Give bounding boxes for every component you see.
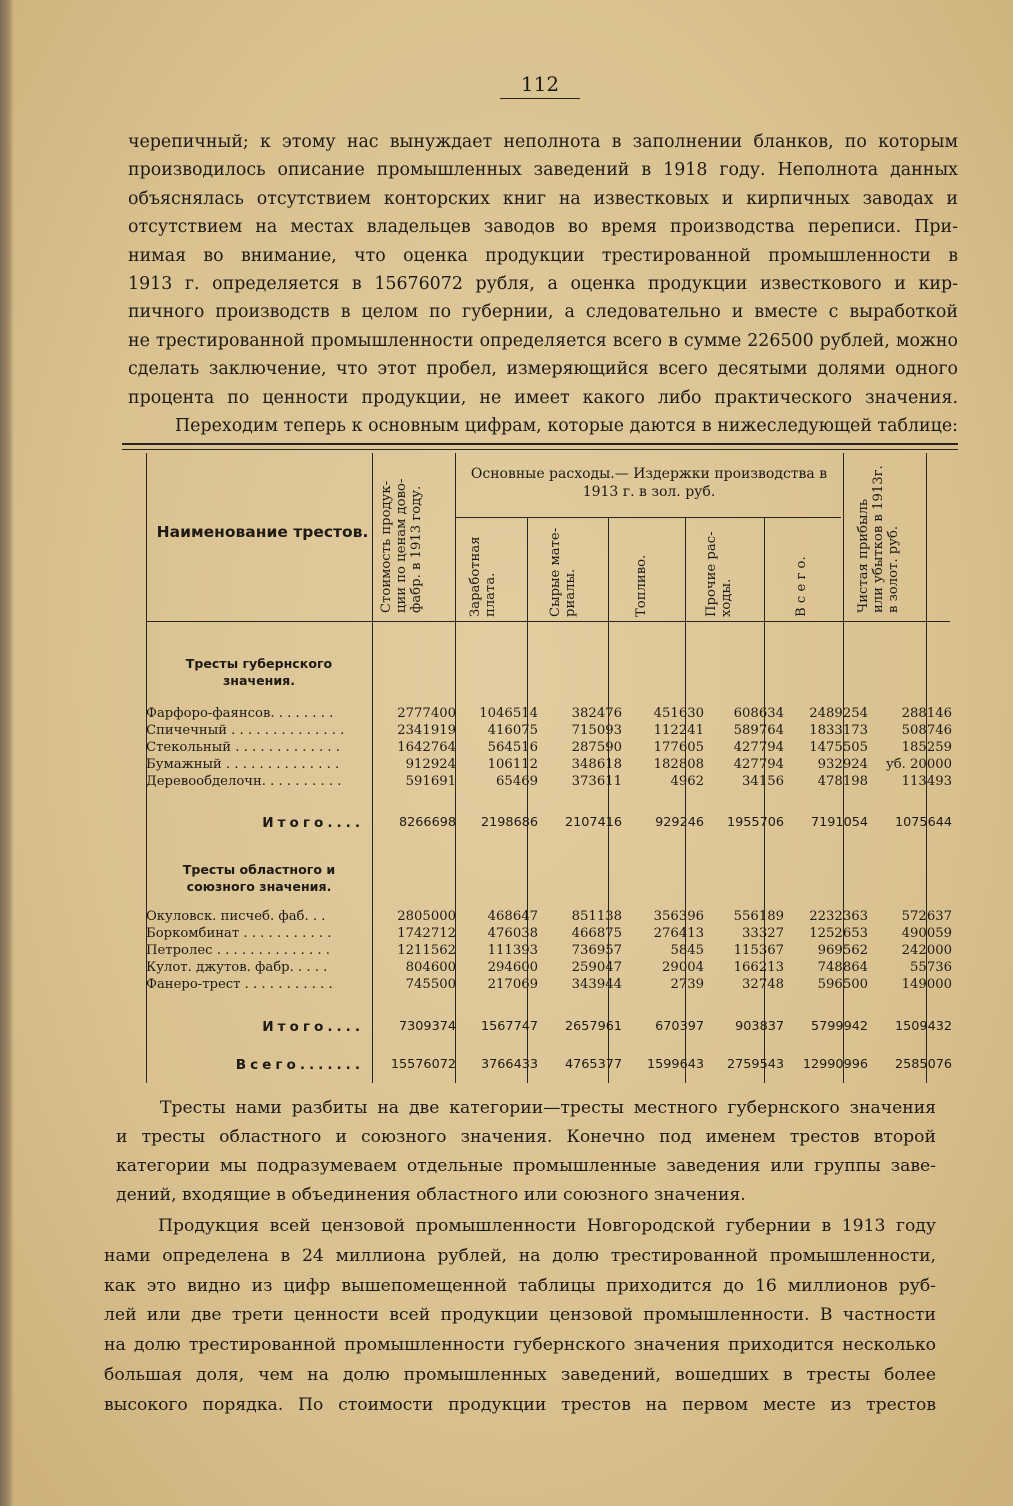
cell-value: 2232363 [809, 909, 868, 924]
grand-total-row [146, 1056, 954, 1074]
grand-total-value: 4765377 [565, 1057, 622, 1072]
cell-value: 113493 [901, 774, 952, 789]
table-row [146, 909, 954, 925]
trust-name: Деревообделочн. . . . . . . . . . [146, 774, 342, 789]
cell-value: 736957 [571, 943, 622, 958]
cell-value: 468647 [487, 909, 538, 924]
header-trust-name: Наименование трестов. [156, 523, 369, 541]
text-line: нимая во внимание, что оценка продукции трестированной промышленности в [128, 245, 958, 266]
header-fuel: Топливо. [634, 554, 649, 617]
header-production-value: Стоимость продук- ции по ценам дово- фабр. в 1913 году. [379, 478, 424, 613]
cell-value: 2739 [670, 977, 704, 992]
cell-value: 149000 [901, 977, 952, 992]
table-top-rule-inner [122, 449, 958, 450]
cell-value: 65469 [496, 774, 538, 789]
cell-value: 508746 [901, 723, 952, 738]
text-line: 1913 г. определяется в 15676072 рубля, а оценка продукции известкового и кир- [128, 274, 958, 295]
header-other-expenses: Прочие рас- ходы. [704, 531, 734, 617]
cell-value: 427794 [733, 740, 784, 755]
cell-value: 1475505 [809, 740, 868, 755]
cell-value: 490059 [901, 926, 952, 941]
cell-value: 466875 [571, 926, 622, 941]
trust-name: Стекольный . . . . . . . . . . . . . [146, 740, 340, 755]
cell-value: 382476 [571, 706, 622, 721]
cell-value: 416075 [487, 723, 538, 738]
section-title-provincial: Тресты губернского значения. [185, 656, 333, 688]
cell-value: 32748 [742, 977, 784, 992]
total-value: 2107416 [565, 815, 622, 830]
total-value: 1509432 [895, 1019, 952, 1034]
cell-value: 427794 [733, 757, 784, 772]
cell-value: 1742712 [397, 926, 456, 941]
table-row [146, 943, 954, 959]
cell-value: 608634 [733, 706, 784, 721]
table-column-rule [764, 517, 765, 1083]
text-line: Переходим теперь к основным цифрам, которые даются в нижеследующей таблице: [175, 416, 958, 436]
cell-value: 715093 [571, 723, 622, 738]
cell-value: 1833173 [809, 723, 868, 738]
header-production-costs: Основные расходы.— Издержки производства в 1913 г. в зол. руб. [470, 466, 828, 500]
cell-value: 34156 [742, 774, 784, 789]
text-line: не трестированной промышленности определяется всего в сумме 226500 рублей, можно [128, 330, 958, 351]
cell-value: 259047 [571, 960, 622, 975]
cell-value: 748864 [817, 960, 868, 975]
cell-value: 2341919 [397, 723, 456, 738]
cell-value: 851138 [571, 909, 622, 924]
cell-value: 373611 [571, 774, 622, 789]
cell-value: 348618 [571, 757, 622, 772]
grand-total-label: Всего....... [235, 1057, 364, 1073]
text-line: высокого порядка. По стоимости продукции трестов на первом месте из трестов [104, 1394, 936, 1415]
cell-value: 596500 [817, 977, 868, 992]
text-line: процента по ценности продукции, не имеет какого либо практического значения. [128, 387, 958, 408]
trust-name: Кулот. джутов. фабр. . . . . [146, 960, 328, 975]
grand-total-value: 3766433 [481, 1057, 538, 1072]
cell-value: 969562 [817, 943, 868, 958]
cell-value: 182808 [653, 757, 704, 772]
cell-value: 5845 [670, 943, 704, 958]
trust-name: Спичечный . . . . . . . . . . . . . . [146, 723, 345, 738]
header-total-costs: В с е г о. [794, 556, 809, 617]
cell-value: 2805000 [397, 909, 456, 924]
total-row-regional [146, 1018, 954, 1036]
cell-value: 2777400 [397, 706, 456, 721]
total-value: 7309374 [399, 1019, 456, 1034]
grand-total-value: 1599643 [647, 1057, 704, 1072]
paragraph-production [104, 1212, 936, 1421]
total-value: 1075644 [895, 815, 952, 830]
grand-total-value: 15576072 [390, 1057, 456, 1072]
cell-value: 288146 [901, 706, 952, 721]
text-line: объяснялась отсутствием конторских книг на известковых и кирпичных заводах и [128, 188, 958, 209]
cell-value: 804600 [405, 960, 456, 975]
paragraph-intro [128, 128, 958, 412]
table-row [146, 774, 954, 790]
table-row [146, 706, 954, 722]
page-binding-edge [0, 0, 14, 1506]
text-line: и тресты областного и союзного значения. Конечно под именем трестов второй [116, 1127, 936, 1147]
paragraph-categories [116, 1094, 936, 1210]
text-line: производилось описание промышленных заведений в 1918 году. Неполнота данных [128, 160, 958, 181]
header-raw-materials: Сырые мате- риалы. [548, 527, 578, 617]
trust-name: Петролес . . . . . . . . . . . . . . [146, 943, 330, 958]
cell-value: 745500 [405, 977, 456, 992]
table-row [146, 960, 954, 976]
total-label: Итого.... [262, 1019, 364, 1035]
cell-value: 177605 [653, 740, 704, 755]
total-value: 1567747 [481, 1019, 538, 1034]
text-line: пичного производств в целом по губернии, а следовательно и вместе с выработкой [128, 302, 958, 323]
trust-name: Бумажный . . . . . . . . . . . . . . [146, 757, 340, 772]
cell-value: 111393 [487, 943, 538, 958]
cell-value: 33327 [742, 926, 784, 941]
cell-value: 1252653 [809, 926, 868, 941]
cell-value: 2489254 [809, 706, 868, 721]
cell-value: 242000 [901, 943, 952, 958]
total-value: 929246 [655, 815, 704, 830]
table-row [146, 740, 954, 756]
cell-value: 591691 [405, 774, 456, 789]
cell-value: 564516 [487, 740, 538, 755]
cell-value: 4962 [670, 774, 704, 789]
trusts-table [122, 443, 958, 1085]
text-line: дений, входящие в объединения областного или союзного значения. [116, 1185, 746, 1205]
cell-value: 166213 [733, 960, 784, 975]
text-line: Тресты нами разбиты на две категории—тресты местного губернского значения [160, 1098, 936, 1118]
text-line: черепичный; к этому нас вынуждает неполнота в заполнении бланков, по которым [128, 132, 958, 152]
cell-value: 276413 [653, 926, 704, 941]
table-column-rule [685, 517, 686, 1083]
table-row [146, 723, 954, 739]
text-line: категории мы подразумеваем отдельные промышленные заведения или группы заве- [116, 1156, 936, 1176]
cell-value: 287590 [571, 740, 622, 755]
group-header-rule [455, 517, 841, 518]
table-row [146, 977, 954, 993]
cell-value: 1046514 [479, 706, 538, 721]
total-value: 2198686 [481, 815, 538, 830]
table-top-rule [122, 443, 958, 445]
text-line: отсутствием на местах владельцев заводов во время производства переписи. При- [128, 217, 958, 238]
grand-total-value: 12990996 [802, 1057, 868, 1072]
table-column-rule [527, 517, 528, 1083]
trust-name: Фанеро-трест . . . . . . . . . . . [146, 977, 333, 992]
text-line: нами определена в 24 миллиона рублей, на долю трестированной промышленности, [104, 1245, 936, 1266]
page-number: 112 [500, 72, 580, 99]
table-header-rule [146, 621, 950, 622]
header-net-profit: Чистая прибыль или убытков в 1913г. в золот. руб. [856, 465, 901, 613]
total-value: 7191054 [811, 815, 868, 830]
grand-total-value: 2759543 [727, 1057, 784, 1072]
text-line: большая доля, чем на долю промышленных заведений, вошедших в тресты более [104, 1364, 936, 1385]
text-line: Продукция всей цензовой промышленности Новгородской губернии в 1913 году [158, 1216, 936, 1236]
header-wages: Заработная плата. [468, 536, 498, 617]
cell-value: 1211562 [397, 943, 456, 958]
trust-name: Фарфоро-фаянсов. . . . . . . . [146, 706, 334, 721]
cell-value: уб. 20000 [885, 757, 952, 772]
text-line: как это видно из цифр вышепомещенной таблицы приходится до 16 миллионов руб- [104, 1275, 936, 1296]
table-row [146, 757, 954, 773]
total-value: 8266698 [399, 815, 456, 830]
cell-value: 343944 [571, 977, 622, 992]
cell-value: 29004 [662, 960, 704, 975]
total-row-provincial [146, 814, 954, 832]
cell-value: 476038 [487, 926, 538, 941]
total-value: 670397 [655, 1019, 704, 1034]
cell-value: 572637 [901, 909, 952, 924]
trust-name: Окуловск. писчеб. фаб. . . [146, 909, 326, 924]
cell-value: 115367 [733, 943, 784, 958]
cell-value: 294600 [487, 960, 538, 975]
total-label: Итого.... [262, 815, 364, 831]
section-title-regional: Тресты областного и союзного значения. [182, 862, 336, 894]
cell-value: 55736 [910, 960, 952, 975]
cell-value: 451630 [653, 706, 704, 721]
table-row [146, 926, 954, 942]
cell-value: 1642764 [397, 740, 456, 755]
cell-value: 589764 [733, 723, 784, 738]
trust-name: Боркомбинат . . . . . . . . . . . [146, 926, 332, 941]
cell-value: 356396 [653, 909, 704, 924]
cell-value: 217069 [487, 977, 538, 992]
total-value: 5799942 [811, 1019, 868, 1034]
cell-value: 106112 [487, 757, 538, 772]
cell-value: 912924 [405, 757, 456, 772]
grand-total-value: 2585076 [895, 1057, 952, 1072]
paragraph-table-intro [175, 412, 958, 440]
table-column-rule [608, 517, 609, 1083]
cell-value: 112241 [653, 723, 704, 738]
cell-value: 556189 [733, 909, 784, 924]
total-value: 2657961 [565, 1019, 622, 1034]
text-line: лей или две трети ценности всей продукции цензовой промышленности. В частности [104, 1305, 936, 1326]
total-value: 1955706 [727, 815, 784, 830]
cell-value: 185259 [901, 740, 952, 755]
cell-value: 932924 [817, 757, 868, 772]
text-line: на долю трестированной промышленности губернского значения приходится несколько [104, 1335, 936, 1356]
total-value: 903837 [735, 1019, 784, 1034]
cell-value: 478198 [817, 774, 868, 789]
text-line: сделать заключение, что этот пробел, измеряющийся всего десятыми долями одного [128, 359, 958, 380]
